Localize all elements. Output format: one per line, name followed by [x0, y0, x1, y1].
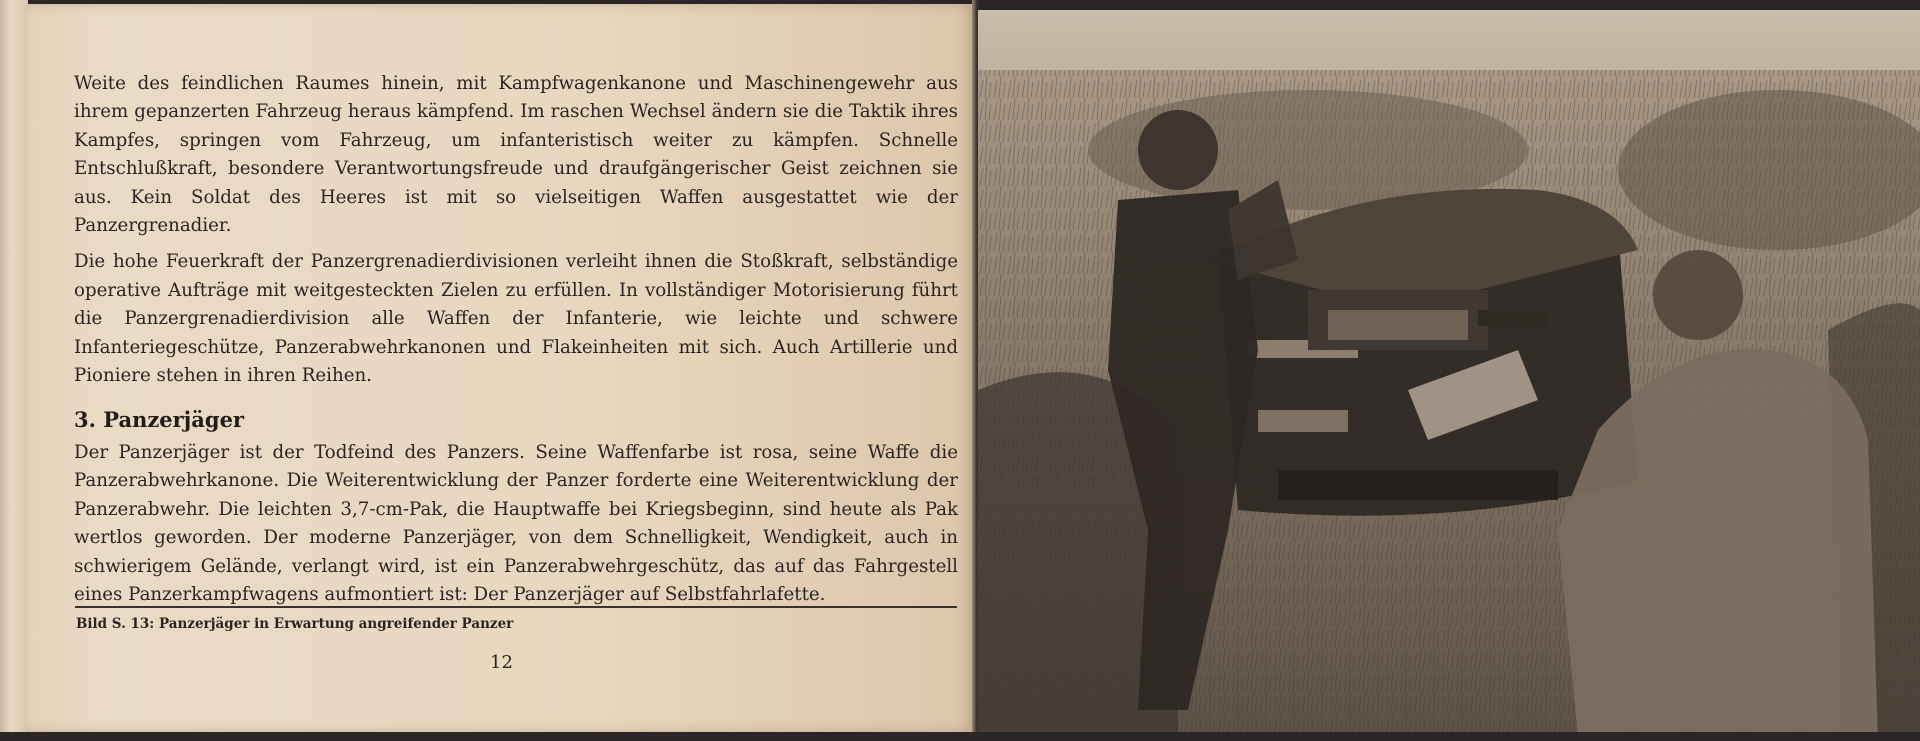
paragraph-1: Weite des feindlichen Raumes hinein, mit Kampfwagenkanone und Maschinengewehr aus ihrem gepanzerten Fahrzeug heraus kämpfend. Im raschen Wechsel ändern sie die Taktik ihres Kampfes, springen vom Fahrzeug, um infanteristisch weiter zu kämpfen. Schnelle Entschlußkraft, besondere Verantwortungsfreude und draufgängerischer Geist zeichnen sie aus. Kein Soldat des Heeres ist mit so vielseitigen Waffen ausgestattet wie der Panzergrenadier. — [74, 73, 958, 237]
page-number: 12 — [490, 652, 513, 673]
paragraph-2: Die hohe Feuerkraft der Panzergrenadierdivisionen verleiht ihnen die Stoßkraft, selbständige operative Aufträge mit weitgesteckten Zielen zu erfüllen. In vollständiger Motorisierung führt die Panzergrenadierdivision alle Waffen der Infanterie, wie leichte und schwere Infanteriegeschütze, Panzerabwehrkanonen und Flakeinheiten mit sich. Auch Artillerie und Pioniere stehen in ihren Reihen. — [74, 251, 958, 387]
photo-caption: Bild S. 13: Panzerjäger in Erwartung angreifender Panzer — [76, 616, 514, 632]
section-paragraph: Der Panzerjäger ist der Todfeind des Panzers. Seine Waffenfarbe ist rosa, seine Waffe die Panzerabwehrkanone. Die Weiterentwicklung der Panzer forderte eine Weiterentwicklung der Panzerabwehr. Die leichten 3,7-cm-Pak, die Hauptwaffe bei Kriegsbeginn, sind heute als Pak wertlos geworden. Der moderne Panzerjäger, von dem Schnelligkeit, Wendigkeit, auch in schwierigem Gelände, verlangt wird, ist ein Panzerabwehrgeschütz, das auf das Fahrgestell eines Panzerkampfwagens aufmontiert ist: Der Panzerjäger auf Selbstfahrlafette. — [74, 441, 958, 605]
photo-illustration — [978, 10, 1920, 738]
page-edge — [0, 0, 28, 741]
body-text — [74, 70, 958, 617]
bottom-edge — [0, 732, 1920, 741]
section-heading: 3. Panzerjäger — [74, 407, 244, 433]
caption-rule — [75, 606, 957, 608]
photo-panzerjaeger — [978, 10, 1920, 738]
